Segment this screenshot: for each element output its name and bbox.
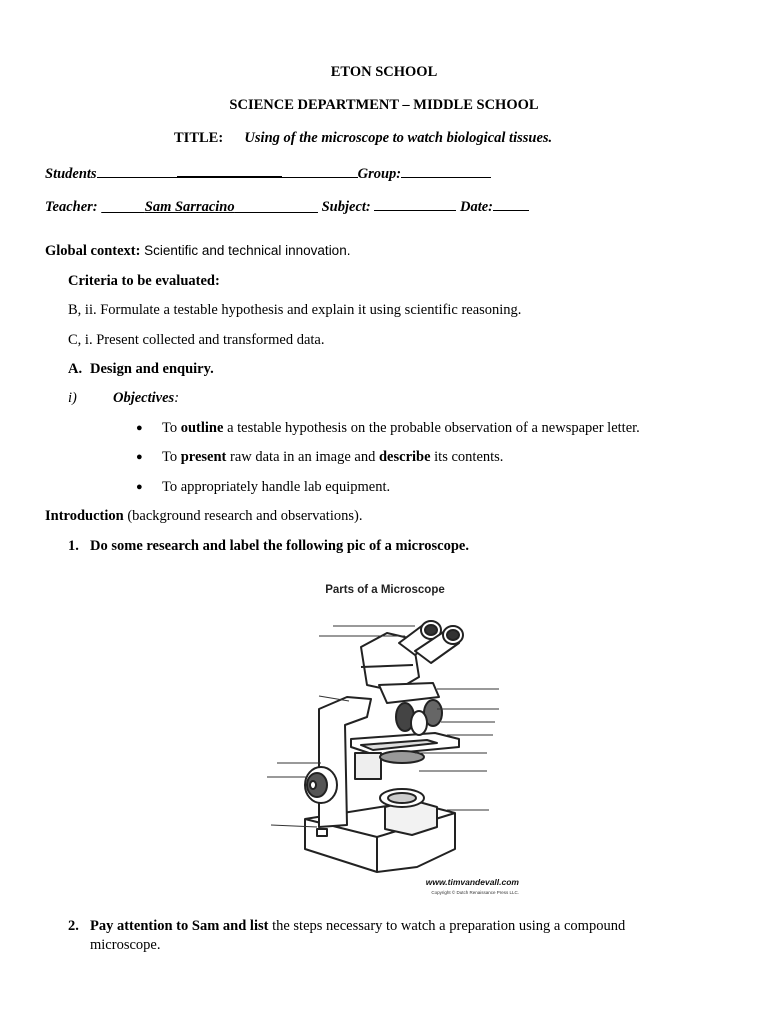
bullet-text: To appropriately handle lab equipment.	[162, 479, 391, 495]
teacher-row	[45, 197, 529, 216]
objective-bullet-2	[162, 449, 503, 466]
subject-label: Subject:	[321, 199, 371, 215]
section-a-marker: A.	[68, 361, 83, 377]
department-name: SCIENCE DEPARTMENT – MIDDLE SCHOOL	[229, 97, 539, 113]
question-2-text	[90, 918, 625, 935]
bullet-keyword: outline	[180, 420, 224, 436]
introduction	[45, 508, 362, 525]
objectives-heading	[113, 390, 179, 407]
criteria-heading: Criteria to be evaluated:	[68, 273, 220, 289]
group-blank[interactable]	[401, 164, 491, 178]
objectives-marker: i)	[68, 390, 77, 406]
bullet-text: a testable hypothesis on the probable observation of a newspaper letter.	[223, 420, 640, 436]
students-blank-1[interactable]	[97, 164, 177, 178]
objective-bullet-1	[162, 420, 640, 437]
question-number: 1.	[68, 538, 79, 554]
global-context-label: Global context:	[45, 243, 141, 259]
bullet-dot-icon: ●	[136, 422, 143, 434]
subject-blank[interactable]	[374, 197, 456, 211]
introduction-text: (background research and observations).	[123, 508, 363, 524]
teacher-name	[101, 199, 318, 215]
microscope-drawing	[237, 567, 533, 902]
school-name: ETON SCHOOL	[330, 64, 438, 80]
date-label: Date:	[460, 199, 494, 215]
bullet-dot-icon: ●	[136, 451, 143, 463]
figure-site: www.timvandevall.com	[425, 877, 519, 887]
section-a-heading: Design and enquiry.	[90, 361, 214, 377]
criteria-item: C, i. Present collected and transformed data.	[68, 332, 325, 348]
bullet-text: To	[162, 420, 181, 436]
bullet-keyword: describe	[378, 449, 431, 465]
students-blank-3[interactable]	[282, 164, 358, 178]
microscope-figure	[237, 567, 533, 902]
question-2-rest: the steps necessary to watch a preparation using a compound	[268, 918, 626, 934]
question-2-bold: Pay attention to Sam and list	[90, 918, 269, 934]
teacher-name-text: Sam Sarracino	[144, 199, 235, 215]
objective-bullet-3	[162, 479, 390, 496]
bullet-text: raw data in an image and	[226, 449, 379, 465]
criteria-item: B, ii. Formulate a testable hypothesis and explain it using scientific reasoning.	[68, 302, 522, 318]
title-text: Using of the microscope to watch biological tissues.	[244, 130, 553, 146]
question-2-continuation: microscope.	[90, 937, 161, 953]
global-context-text: Scientific and technical innovation.	[144, 243, 351, 258]
bullet-dot-icon: ●	[136, 481, 143, 493]
bullet-keyword: present	[180, 449, 227, 465]
title-label: TITLE:	[174, 130, 224, 146]
global-context	[45, 243, 350, 260]
question-1-text: Do some research and label the following pic of a microscope.	[90, 538, 469, 554]
introduction-label: Introduction	[45, 508, 124, 524]
title-line	[174, 130, 552, 147]
students-blank-2[interactable]	[177, 163, 282, 178]
bullet-text: its contents.	[430, 449, 504, 465]
date-blank[interactable]	[493, 197, 529, 211]
students-label: Students	[45, 166, 97, 182]
students-row	[45, 163, 491, 183]
figure-title: Parts of a Microscope	[325, 584, 445, 596]
question-number: 2.	[68, 918, 79, 934]
teacher-label: Teacher:	[45, 199, 98, 215]
objectives-label: Objectives	[113, 390, 175, 406]
figure-copyright: Copyright © Dutch Renaissance Press LLC.	[431, 890, 519, 895]
bullet-text: To	[162, 449, 181, 465]
objectives-colon: :	[174, 390, 180, 406]
group-label: Group:	[357, 166, 402, 182]
